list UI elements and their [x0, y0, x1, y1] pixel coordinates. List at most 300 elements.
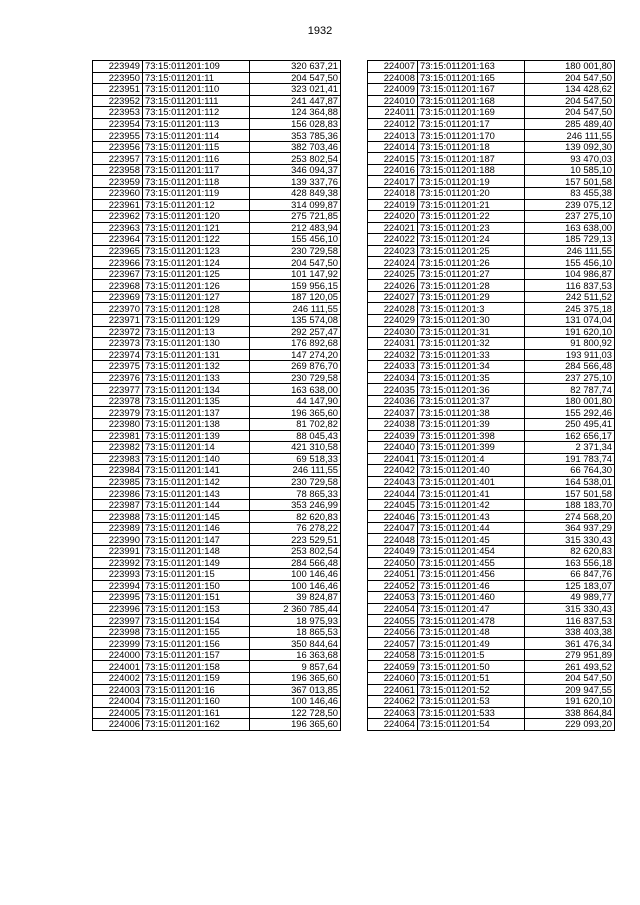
record-number-cell: 224063	[368, 707, 418, 719]
cadastral-number-cell: 73:15:011201:113	[143, 118, 250, 130]
value-cell: 196 365,60	[250, 407, 341, 419]
value-cell: 100 146,46	[250, 569, 341, 581]
cadastral-number-cell: 73:15:011201:121	[143, 222, 250, 234]
table-row	[368, 580, 615, 592]
table-row	[368, 626, 615, 638]
record-number-cell: 224032	[368, 349, 418, 361]
record-number-cell: 224015	[368, 153, 418, 165]
value-cell: 101 147,92	[250, 268, 341, 280]
cadastral-number-cell: 73:15:011201:48	[418, 626, 525, 638]
record-number-cell: 223980	[93, 418, 143, 430]
value-cell: 353 246,99	[250, 499, 341, 511]
value-cell: 66 847,76	[525, 569, 615, 581]
table-row	[93, 638, 341, 650]
record-number-cell: 223954	[93, 118, 143, 130]
value-cell: 246 111,55	[250, 303, 341, 315]
value-cell: 284 566,48	[525, 361, 615, 373]
cadastral-number-cell: 73:15:011201:39	[418, 418, 525, 430]
cadastral-number-cell: 73:15:011201:122	[143, 234, 250, 246]
cadastral-number-cell: 73:15:011201:155	[143, 626, 250, 638]
table-row	[93, 257, 341, 269]
value-cell: 204 547,50	[525, 72, 615, 84]
cadastral-number-cell: 73:15:011201:112	[143, 107, 250, 119]
cadastral-number-cell: 73:15:011201:52	[418, 684, 525, 696]
cadastral-number-cell: 73:15:011201:135	[143, 395, 250, 407]
value-cell: 361 476,34	[525, 638, 615, 650]
value-cell: 315 330,43	[525, 534, 615, 546]
table-row	[93, 522, 341, 534]
record-number-cell: 224030	[368, 326, 418, 338]
table-row	[368, 153, 615, 165]
value-cell: 292 257,47	[250, 326, 341, 338]
table-row	[93, 349, 341, 361]
table-row	[368, 118, 615, 130]
table-row	[368, 326, 615, 338]
table-row	[368, 245, 615, 257]
record-number-cell: 224033	[368, 361, 418, 373]
record-number-cell: 224062	[368, 696, 418, 708]
value-cell: 125 183,07	[525, 580, 615, 592]
table-row	[93, 61, 341, 73]
table-row	[93, 234, 341, 246]
cadastral-number-cell: 73:15:011201:111	[143, 95, 250, 107]
cadastral-number-cell: 73:15:011201:54	[418, 719, 525, 731]
cadastral-number-cell: 73:15:011201:36	[418, 384, 525, 396]
value-cell: 180 001,80	[525, 61, 615, 73]
value-cell: 93 470,03	[525, 153, 615, 165]
record-number-cell: 223989	[93, 522, 143, 534]
record-number-cell: 224056	[368, 626, 418, 638]
cadastral-number-cell: 73:15:011201:30	[418, 315, 525, 327]
value-cell: 180 001,80	[525, 395, 615, 407]
value-cell: 155 292,46	[525, 407, 615, 419]
cadastral-number-cell: 73:15:011201:401	[418, 476, 525, 488]
value-cell: 78 865,33	[250, 488, 341, 500]
record-number-cell: 224057	[368, 638, 418, 650]
record-number-cell: 224050	[368, 557, 418, 569]
record-number-cell: 223995	[93, 592, 143, 604]
value-cell: 163 638,00	[525, 222, 615, 234]
value-cell: 204 547,50	[525, 107, 615, 119]
cadastral-number-cell: 73:15:011201:162	[143, 719, 250, 731]
table-row	[368, 107, 615, 119]
value-cell: 104 986,87	[525, 268, 615, 280]
record-number-cell: 224017	[368, 176, 418, 188]
cadastral-number-cell: 73:15:011201:28	[418, 280, 525, 292]
cadastral-number-cell: 73:15:011201:26	[418, 257, 525, 269]
value-cell: 196 365,60	[250, 672, 341, 684]
value-cell: 261 493,52	[525, 661, 615, 673]
value-cell: 320 637,21	[250, 61, 341, 73]
cadastral-number-cell: 73:15:011201:130	[143, 338, 250, 350]
record-number-cell: 223970	[93, 303, 143, 315]
cadastral-number-cell: 73:15:011201:29	[418, 291, 525, 303]
table-row	[93, 534, 341, 546]
record-number-cell: 224042	[368, 465, 418, 477]
value-cell: 131 074,04	[525, 315, 615, 327]
table-row	[368, 649, 615, 661]
cadastral-number-cell: 73:15:011201:138	[143, 418, 250, 430]
cadastral-number-cell: 73:15:011201:187	[418, 153, 525, 165]
cadastral-number-cell: 73:15:011201:12	[143, 199, 250, 211]
record-number-cell: 224028	[368, 303, 418, 315]
value-cell: 230 729,58	[250, 245, 341, 257]
value-cell: 156 028,83	[250, 118, 341, 130]
value-cell: 134 428,62	[525, 84, 615, 96]
record-number-cell: 224038	[368, 418, 418, 430]
table-row	[368, 315, 615, 327]
value-cell: 223 529,51	[250, 534, 341, 546]
table-row	[368, 453, 615, 465]
record-number-cell: 223983	[93, 453, 143, 465]
value-cell: 69 518,33	[250, 453, 341, 465]
record-number-cell: 223996	[93, 603, 143, 615]
record-number-cell: 223972	[93, 326, 143, 338]
cadastral-number-cell: 73:15:011201:144	[143, 499, 250, 511]
value-cell: 239 075,12	[525, 199, 615, 211]
value-cell: 88 045,43	[250, 430, 341, 442]
cadastral-number-cell: 73:15:011201:119	[143, 188, 250, 200]
table-row	[368, 707, 615, 719]
cadastral-number-cell: 73:15:011201:170	[418, 130, 525, 142]
cadastral-number-cell: 73:15:011201:109	[143, 61, 250, 73]
cadastral-number-cell: 73:15:011201:24	[418, 234, 525, 246]
record-number-cell: 224023	[368, 245, 418, 257]
cadastral-number-cell: 73:15:011201:19	[418, 176, 525, 188]
cadastral-number-cell: 73:15:011201:31	[418, 326, 525, 338]
table-row	[368, 672, 615, 684]
cadastral-number-cell: 73:15:011201:149	[143, 557, 250, 569]
record-number-cell: 224049	[368, 545, 418, 557]
right-table	[367, 60, 615, 731]
table-row	[93, 707, 341, 719]
record-number-cell: 223955	[93, 130, 143, 142]
record-number-cell: 224029	[368, 315, 418, 327]
cadastral-number-cell: 73:15:011201:533	[418, 707, 525, 719]
value-cell: 242 511,52	[525, 291, 615, 303]
record-number-cell: 224047	[368, 522, 418, 534]
table-row	[93, 118, 341, 130]
cadastral-number-cell: 73:15:011201:14	[143, 442, 250, 454]
cadastral-number-cell: 73:15:011201:22	[418, 211, 525, 223]
value-cell: 157 501,58	[525, 176, 615, 188]
table-row	[368, 511, 615, 523]
table-row	[368, 61, 615, 73]
cadastral-number-cell: 73:15:011201:35	[418, 372, 525, 384]
record-number-cell: 223967	[93, 268, 143, 280]
table-row	[93, 499, 341, 511]
record-number-cell: 223951	[93, 84, 143, 96]
cadastral-number-cell: 73:15:011201:456	[418, 569, 525, 581]
cadastral-number-cell: 73:15:011201:161	[143, 707, 250, 719]
value-cell: 212 483,94	[250, 222, 341, 234]
value-cell: 44 147,90	[250, 395, 341, 407]
value-cell: 159 956,15	[250, 280, 341, 292]
value-cell: 338 864,84	[525, 707, 615, 719]
table-row	[93, 326, 341, 338]
table-row	[368, 569, 615, 581]
record-number-cell: 223968	[93, 280, 143, 292]
value-cell: 275 721,85	[250, 211, 341, 223]
table-row	[368, 257, 615, 269]
cadastral-number-cell: 73:15:011201:118	[143, 176, 250, 188]
value-cell: 100 146,46	[250, 580, 341, 592]
table-row	[368, 719, 615, 731]
value-cell: 91 800,92	[525, 338, 615, 350]
table-row	[368, 268, 615, 280]
table-row	[368, 130, 615, 142]
value-cell: 246 111,55	[525, 130, 615, 142]
table-row	[93, 453, 341, 465]
cadastral-number-cell: 73:15:011201:125	[143, 268, 250, 280]
record-number-cell: 224040	[368, 442, 418, 454]
cadastral-number-cell: 73:15:011201:38	[418, 407, 525, 419]
value-cell: 16 363,68	[250, 649, 341, 661]
table-row	[368, 188, 615, 200]
table-row	[368, 395, 615, 407]
cadastral-number-cell: 73:15:011201:23	[418, 222, 525, 234]
value-cell: 230 729,58	[250, 476, 341, 488]
table-row	[93, 130, 341, 142]
table-row	[368, 234, 615, 246]
record-number-cell: 223997	[93, 615, 143, 627]
record-number-cell: 224046	[368, 511, 418, 523]
table-row	[93, 719, 341, 731]
cadastral-number-cell: 73:15:011201:44	[418, 522, 525, 534]
value-cell: 196 365,60	[250, 719, 341, 731]
record-number-cell: 223981	[93, 430, 143, 442]
record-number-cell: 223957	[93, 153, 143, 165]
table-row	[368, 603, 615, 615]
record-number-cell: 223974	[93, 349, 143, 361]
cadastral-number-cell: 73:15:011201:154	[143, 615, 250, 627]
value-cell: 241 447,87	[250, 95, 341, 107]
record-number-cell: 224021	[368, 222, 418, 234]
cadastral-number-cell: 73:15:011201:146	[143, 522, 250, 534]
cadastral-number-cell: 73:15:011201:27	[418, 268, 525, 280]
table-row	[368, 407, 615, 419]
table-row	[93, 476, 341, 488]
cadastral-number-cell: 73:15:011201:129	[143, 315, 250, 327]
record-number-cell: 224022	[368, 234, 418, 246]
record-number-cell: 224051	[368, 569, 418, 581]
value-cell: 315 330,43	[525, 603, 615, 615]
cadastral-number-cell: 73:15:011201:398	[418, 430, 525, 442]
table-row	[368, 384, 615, 396]
table-row	[368, 465, 615, 477]
table-row	[368, 361, 615, 373]
value-cell: 147 274,20	[250, 349, 341, 361]
table-row	[93, 372, 341, 384]
table-row	[368, 615, 615, 627]
table-row	[368, 164, 615, 176]
cadastral-number-cell: 73:15:011201:153	[143, 603, 250, 615]
table-row	[368, 291, 615, 303]
table-row	[368, 430, 615, 442]
cadastral-number-cell: 73:15:011201:42	[418, 499, 525, 511]
value-cell: 139 337,76	[250, 176, 341, 188]
table-row	[368, 684, 615, 696]
cadastral-number-cell: 73:15:011201:454	[418, 545, 525, 557]
value-cell: 204 547,50	[250, 72, 341, 84]
table-row	[93, 557, 341, 569]
value-cell: 191 783,74	[525, 453, 615, 465]
record-number-cell: 223971	[93, 315, 143, 327]
cadastral-number-cell: 73:15:011201:40	[418, 465, 525, 477]
value-cell: 245 375,18	[525, 303, 615, 315]
cadastral-number-cell: 73:15:011201:167	[418, 84, 525, 96]
cadastral-number-cell: 73:15:011201:169	[418, 107, 525, 119]
record-number-cell: 224059	[368, 661, 418, 673]
table-row	[93, 430, 341, 442]
table-row	[93, 684, 341, 696]
value-cell: 82 787,74	[525, 384, 615, 396]
table-row	[368, 280, 615, 292]
table-row	[93, 592, 341, 604]
value-cell: 323 021,41	[250, 84, 341, 96]
record-number-cell: 223993	[93, 569, 143, 581]
cadastral-number-cell: 73:15:011201:163	[418, 61, 525, 73]
record-number-cell: 224061	[368, 684, 418, 696]
record-number-cell: 224005	[93, 707, 143, 719]
table-row	[93, 442, 341, 454]
table-row	[368, 638, 615, 650]
value-cell: 66 764,30	[525, 465, 615, 477]
table-row	[93, 696, 341, 708]
record-number-cell: 224052	[368, 580, 418, 592]
cadastral-number-cell: 73:15:011201:33	[418, 349, 525, 361]
record-number-cell: 224001	[93, 661, 143, 673]
value-cell: 353 785,36	[250, 130, 341, 142]
page-number: 1932	[307, 25, 333, 37]
value-cell: 421 310,58	[250, 442, 341, 454]
table-row	[368, 84, 615, 96]
record-number-cell: 224007	[368, 61, 418, 73]
cadastral-number-cell: 73:15:011201:20	[418, 188, 525, 200]
value-cell: 185 729,13	[525, 234, 615, 246]
cadastral-number-cell: 73:15:011201:47	[418, 603, 525, 615]
cadastral-number-cell: 73:15:011201:45	[418, 534, 525, 546]
cadastral-number-cell: 73:15:011201:4	[418, 453, 525, 465]
value-cell: 284 566,48	[250, 557, 341, 569]
record-number-cell: 223990	[93, 534, 143, 546]
value-cell: 163 638,00	[250, 384, 341, 396]
record-number-cell: 224060	[368, 672, 418, 684]
record-number-cell: 224018	[368, 188, 418, 200]
table-row	[93, 153, 341, 165]
record-number-cell: 223953	[93, 107, 143, 119]
value-cell: 237 275,10	[525, 372, 615, 384]
value-cell: 2 360 785,44	[250, 603, 341, 615]
table-row	[368, 522, 615, 534]
table-row	[93, 72, 341, 84]
value-cell: 18 865,53	[250, 626, 341, 638]
record-number-cell: 224013	[368, 130, 418, 142]
table-row	[368, 72, 615, 84]
cadastral-number-cell: 73:15:011201:145	[143, 511, 250, 523]
record-number-cell: 223985	[93, 476, 143, 488]
record-number-cell: 224048	[368, 534, 418, 546]
table-row	[368, 176, 615, 188]
record-number-cell: 223949	[93, 61, 143, 73]
table-row	[368, 338, 615, 350]
value-cell: 162 656,17	[525, 430, 615, 442]
record-number-cell: 224024	[368, 257, 418, 269]
cadastral-number-cell: 73:15:011201:114	[143, 130, 250, 142]
table-row	[93, 395, 341, 407]
value-cell: 191 620,10	[525, 696, 615, 708]
value-cell: 2 371,34	[525, 442, 615, 454]
table-row	[93, 141, 341, 153]
record-number-cell: 223992	[93, 557, 143, 569]
record-number-cell: 224012	[368, 118, 418, 130]
value-cell: 116 837,53	[525, 615, 615, 627]
table-row	[368, 557, 615, 569]
value-cell: 124 364,88	[250, 107, 341, 119]
cadastral-number-cell: 73:15:011201:141	[143, 465, 250, 477]
cadastral-number-cell: 73:15:011201:140	[143, 453, 250, 465]
cadastral-number-cell: 73:15:011201:124	[143, 257, 250, 269]
record-number-cell: 224006	[93, 719, 143, 731]
table-row	[368, 442, 615, 454]
table-row	[93, 580, 341, 592]
table-row	[93, 511, 341, 523]
cadastral-number-cell: 73:15:011201:455	[418, 557, 525, 569]
value-cell: 237 275,10	[525, 211, 615, 223]
table-row	[93, 315, 341, 327]
table-row	[93, 661, 341, 673]
value-cell: 204 547,50	[525, 672, 615, 684]
value-cell: 83 455,38	[525, 188, 615, 200]
cadastral-number-cell: 73:15:011201:32	[418, 338, 525, 350]
cadastral-number-cell: 73:15:011201:115	[143, 141, 250, 153]
table-row	[368, 488, 615, 500]
record-number-cell: 224025	[368, 268, 418, 280]
record-number-cell: 223988	[93, 511, 143, 523]
cadastral-number-cell: 73:15:011201:139	[143, 430, 250, 442]
table-row	[93, 361, 341, 373]
cadastral-number-cell: 73:15:011201:5	[418, 649, 525, 661]
value-cell: 230 729,58	[250, 372, 341, 384]
record-number-cell: 223976	[93, 372, 143, 384]
value-cell: 338 403,38	[525, 626, 615, 638]
cadastral-number-cell: 73:15:011201:11	[143, 72, 250, 84]
table-row	[93, 176, 341, 188]
record-number-cell: 224002	[93, 672, 143, 684]
table-row	[93, 407, 341, 419]
cadastral-number-cell: 73:15:011201:168	[418, 95, 525, 107]
left-table	[92, 60, 341, 731]
cadastral-number-cell: 73:15:011201:165	[418, 72, 525, 84]
record-number-cell: 224039	[368, 430, 418, 442]
cadastral-number-cell: 73:15:011201:128	[143, 303, 250, 315]
cadastral-number-cell: 73:15:011201:16	[143, 684, 250, 696]
table-row	[93, 672, 341, 684]
record-number-cell: 223986	[93, 488, 143, 500]
cadastral-number-cell: 73:15:011201:17	[418, 118, 525, 130]
table-row	[368, 476, 615, 488]
value-cell: 116 837,53	[525, 280, 615, 292]
record-number-cell: 223952	[93, 95, 143, 107]
value-cell: 274 568,20	[525, 511, 615, 523]
record-number-cell: 223979	[93, 407, 143, 419]
record-number-cell: 224031	[368, 338, 418, 350]
table-row	[93, 95, 341, 107]
record-number-cell: 224014	[368, 141, 418, 153]
value-cell: 135 574,08	[250, 315, 341, 327]
table-row	[93, 465, 341, 477]
record-number-cell: 223961	[93, 199, 143, 211]
